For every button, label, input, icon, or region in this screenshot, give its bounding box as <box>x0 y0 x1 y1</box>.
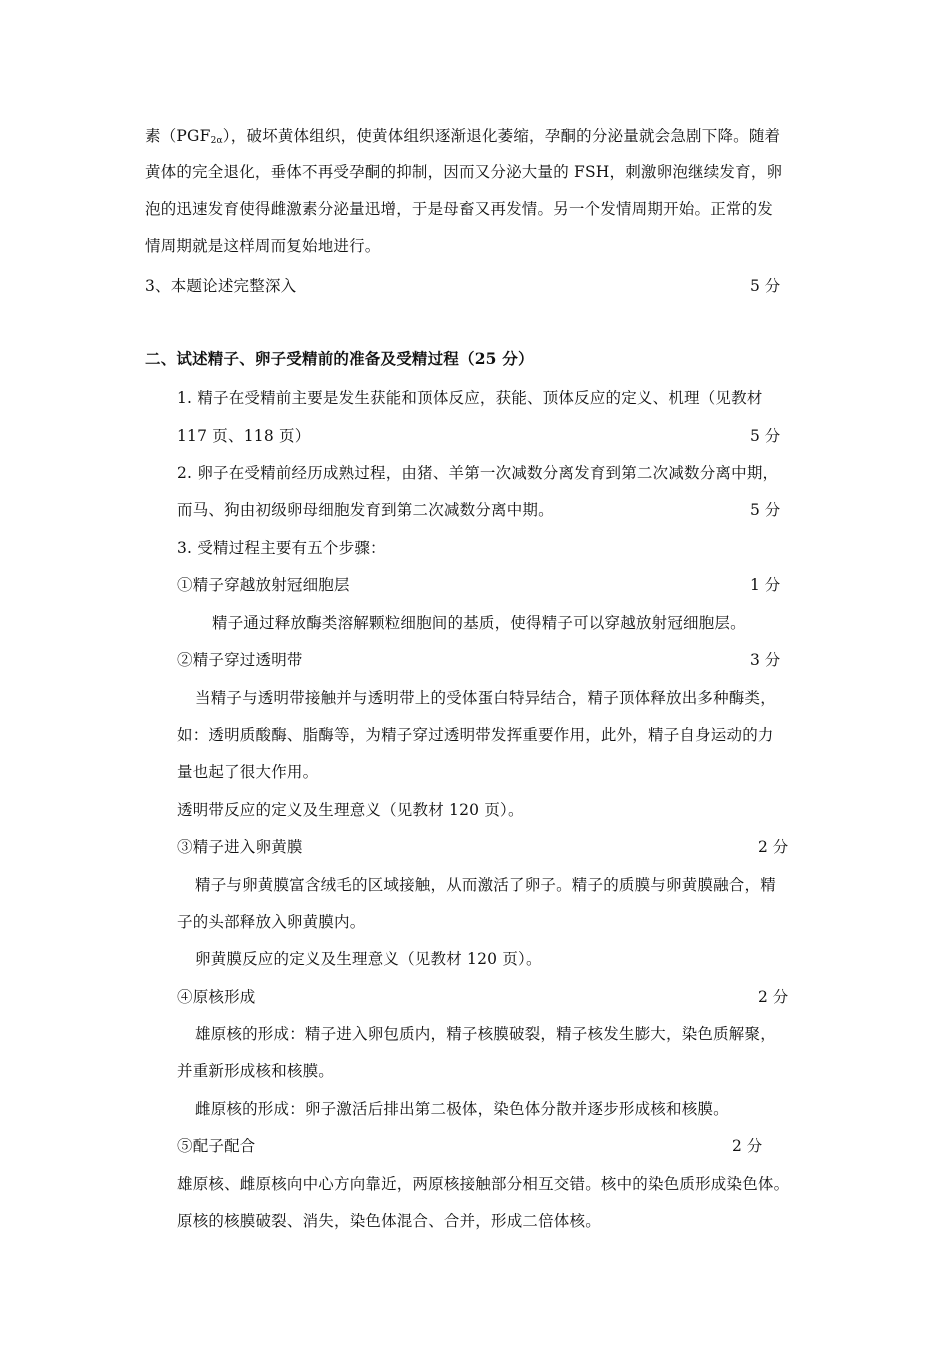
section-2-heading: 二、试述精子、卵子受精前的准备及受精过程（25 分） <box>145 349 534 368</box>
intro-line-1 <box>145 126 780 151</box>
intro-line-3: 泡的迅速发育使得雌激素分泌量迅增，于是母畜又再发情。另一个发情周期开始。正常的发 <box>145 200 774 218</box>
para-3: 3. 受精过程主要有五个步骤： <box>177 539 386 557</box>
step-4-line-2: 并重新形成核和核膜。 <box>177 1062 335 1080</box>
intro-line-4: 情周期就是这样周而复始地进行。 <box>145 237 381 255</box>
step-1-title: ①精子穿越放射冠细胞层 <box>177 576 350 594</box>
para-2-line-1: 2. 卵子在受精前经历成熟过程，由猪、羊第一次减数分离发育到第二次减数分离中期， <box>177 464 779 482</box>
step-4-title: ④原核形成 <box>177 988 256 1006</box>
para-1-line-2: 117 页、118 页） <box>177 427 311 445</box>
step-2-note: 透明带反应的定义及生理意义（见教材 120 页）。 <box>177 801 524 819</box>
step-2-score: 3 分 <box>750 651 781 669</box>
step-2-title: ②精子穿过透明带 <box>177 651 303 669</box>
intro-line-2: 黄体的完全退化，垂体不再受孕酮的抑制，因而又分泌大量的 FSH，刺激卵泡继续发育，卵 <box>145 163 783 181</box>
intro-line-1-post: ），破坏黄体组织，使黄体组织逐渐退化萎缩，孕酮的分泌量就会急剧下降。随着 <box>222 127 781 145</box>
para-1-line-1: 1. 精子在受精前主要是发生获能和顶体反应，获能、顶体反应的定义、机理（见教材 <box>177 389 763 407</box>
intro-item-3-score: 5 分 <box>750 277 781 295</box>
step-1-text: 精子通过释放酶类溶解颗粒细胞间的基质，使得精子可以穿越放射冠细胞层。 <box>212 614 746 632</box>
step-3-line-1: 精子与卵黄膜富含绒毛的区域接触，从而激活了卵子。精子的质膜与卵黄膜融合，精 <box>195 876 776 894</box>
step-5-line-1: 雄原核、雌原核向中心方向靠近，两原核接触部分相互交错。核中的染色质形成染色体。 <box>177 1175 790 1193</box>
step-2-line-1: 当精子与透明带接触并与透明带上的受体蛋白特异结合，精子顶体释放出多种酶类， <box>195 689 776 707</box>
para-1-score: 5 分 <box>750 427 781 445</box>
step-5-title: ⑤配子配合 <box>177 1137 256 1155</box>
step-3-title: ③精子进入卵黄膜 <box>177 838 303 856</box>
step-4-line-3: 雌原核的形成：卵子激活后排出第二极体，染色体分散并逐步形成核和核膜。 <box>195 1100 729 1118</box>
step-2-line-2: 如：透明质酸酶、脂酶等，为精子穿过透明带发挥重要作用，此外，精子自身运动的力 <box>177 726 774 744</box>
step-3-note: 卵黄膜反应的定义及生理意义（见教材 120 页）。 <box>195 950 542 968</box>
intro-line-1-pre: 素（PGF <box>145 127 211 145</box>
step-5-score: 2 分 <box>732 1137 763 1155</box>
step-2-line-3: 量也起了很大作用。 <box>177 763 319 781</box>
para-2-score: 5 分 <box>750 501 781 519</box>
para-2-line-2: 而马、狗由初级卵母细胞发育到第二次减数分离中期。 <box>177 501 554 519</box>
step-4-score: 2 分 <box>758 988 789 1006</box>
step-1-score: 1 分 <box>750 576 781 594</box>
step-3-score: 2 分 <box>758 838 789 856</box>
intro-line-1-subscript: 2α <box>210 136 223 146</box>
step-5-line-2: 原核的核膜破裂、消失，染色体混合、合并，形成二倍体核。 <box>177 1212 601 1230</box>
step-4-line-1: 雄原核的形成：精子进入卵包质内，精子核膜破裂，精子核发生膨大，染色质解聚， <box>195 1025 776 1043</box>
step-3-line-2: 子的头部释放入卵黄膜内。 <box>177 913 366 931</box>
intro-item-3: 3、本题论述完整深入 <box>145 277 297 295</box>
